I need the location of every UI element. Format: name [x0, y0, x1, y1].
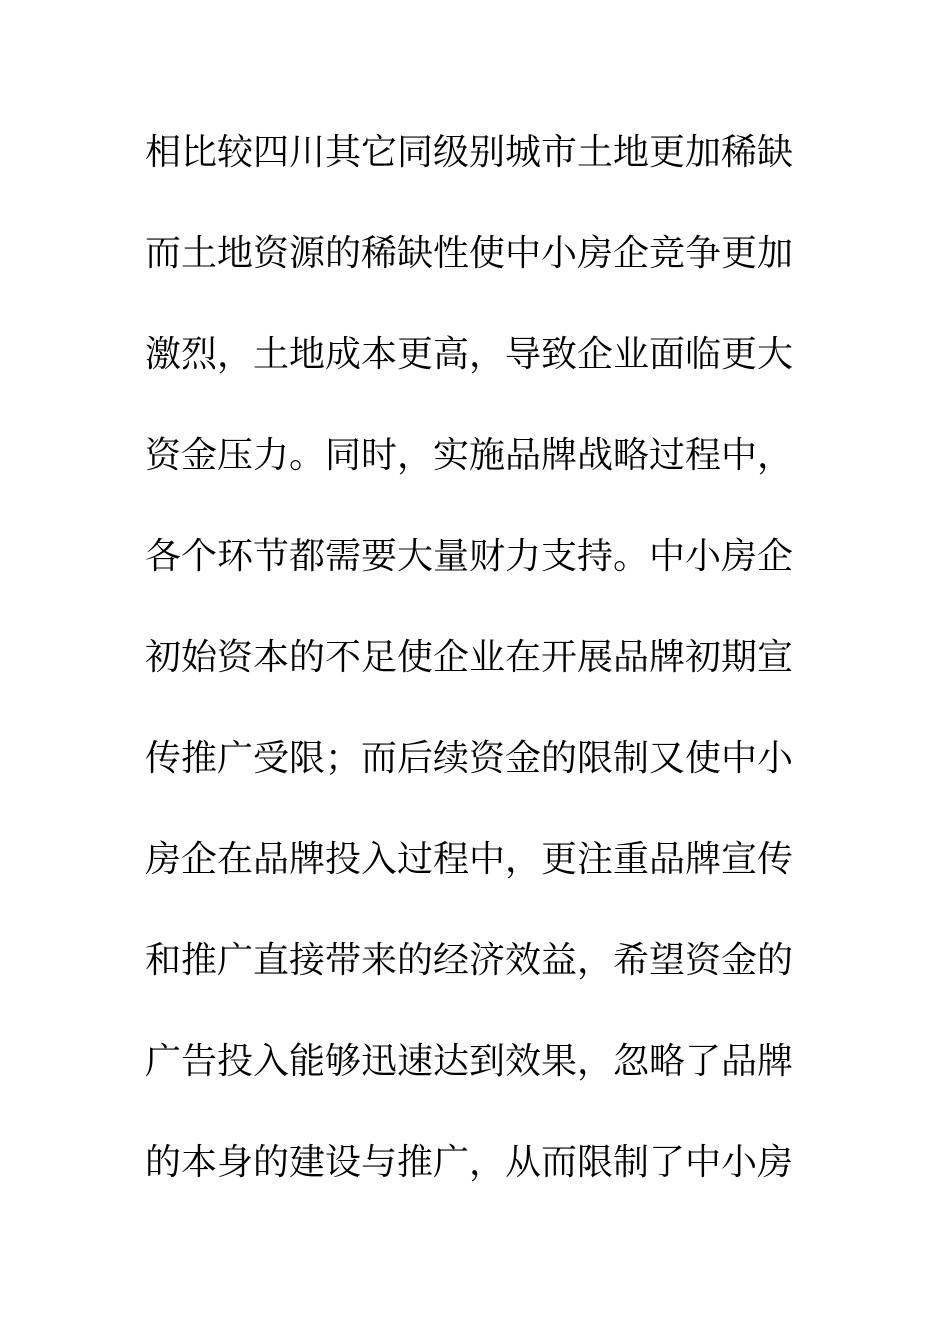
- body-text: [145, 125, 815, 1236]
- text-line-2: 而土地资源的稀缺性使中小房企竞争更加: [145, 233, 794, 274]
- text-line-4: 资金压力。同时，实施品牌战略过程中，: [145, 435, 794, 476]
- text-line-9: 和推广直接带来的经济效益，希望资金的: [145, 940, 794, 981]
- text-line-5: 各个环节都需要大量财力支持。中小房企: [145, 536, 794, 577]
- text-line-3: 激烈，土地成本更高，导致企业面临更大: [145, 334, 794, 375]
- text-line-1: 相比较四川其它同级别城市土地更加稀缺: [145, 132, 794, 173]
- text-line-8: 房企在品牌投入过程中，更注重品牌宣传: [145, 839, 794, 880]
- text-line-7: 传推广受限；而后续资金的限制又使中小: [145, 738, 794, 779]
- text-line-11: 的本身的建设与推广，从而限制了中小房: [145, 1142, 794, 1183]
- text-line-6: 初始资本的不足使企业在开展品牌初期宣: [145, 637, 794, 678]
- text-line-10: 广告投入能够迅速达到效果，忽略了品牌: [145, 1041, 794, 1082]
